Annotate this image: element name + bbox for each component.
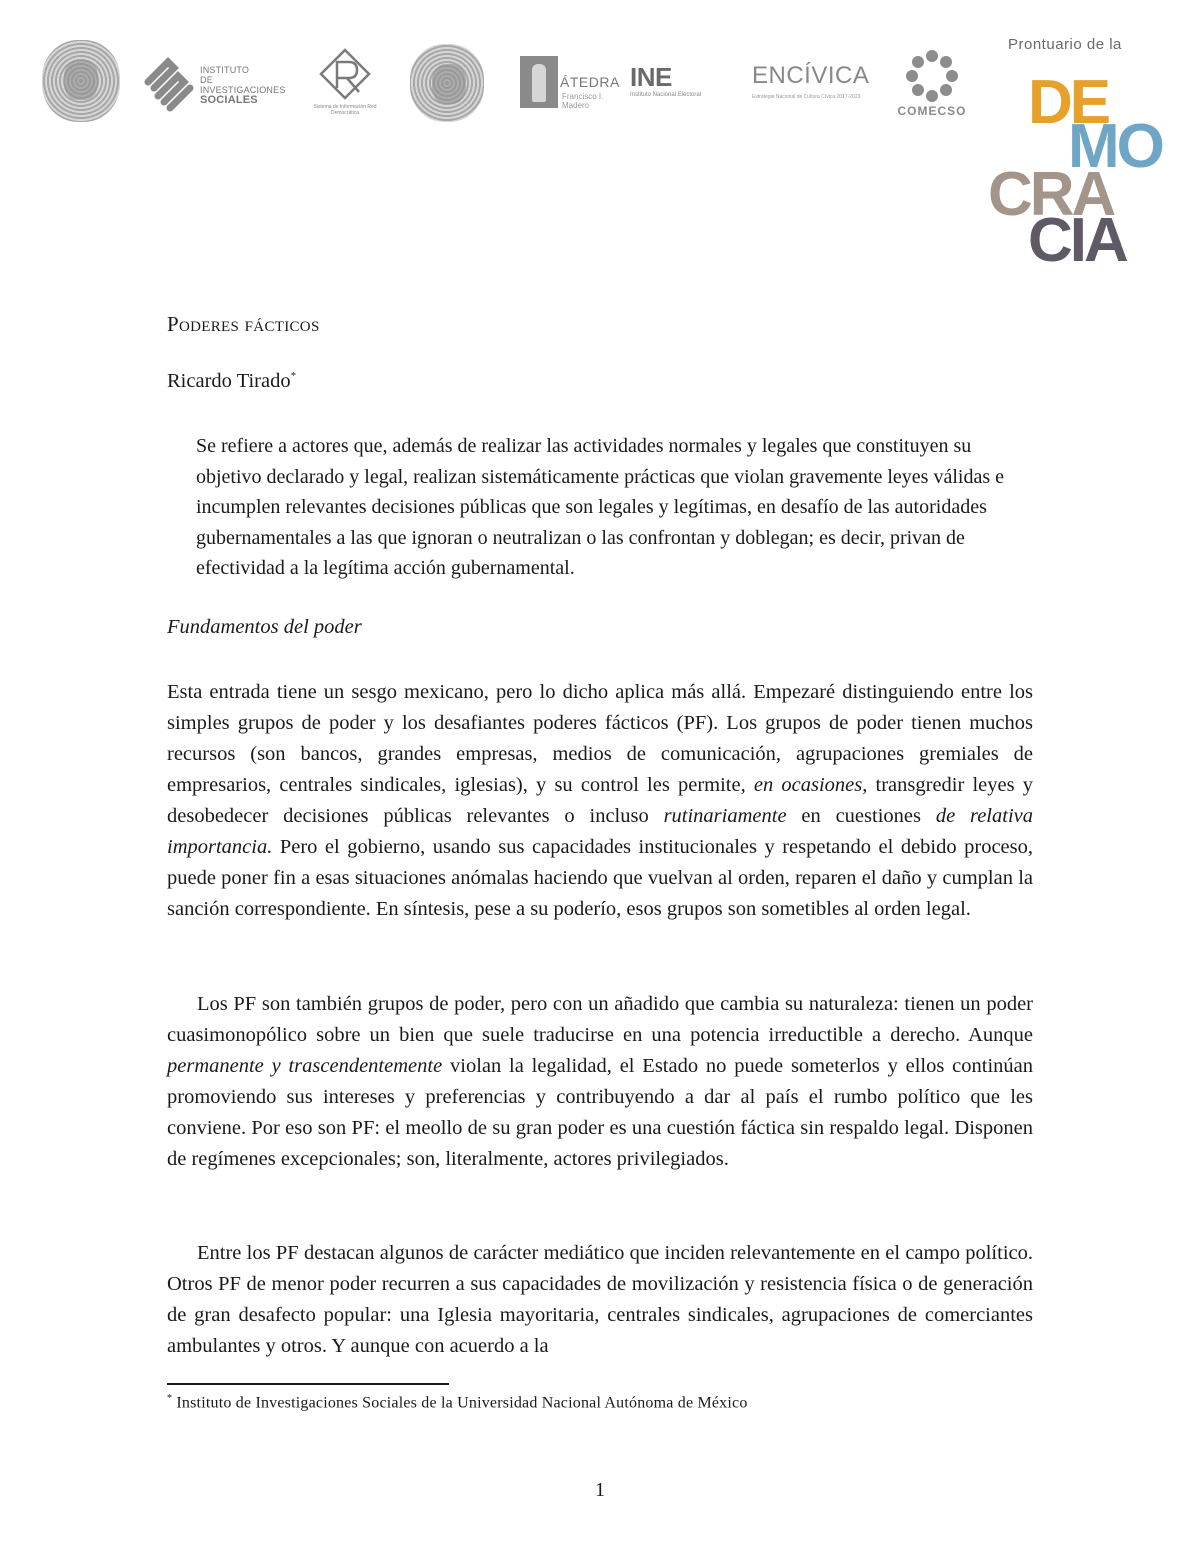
iis-mark-icon <box>140 52 198 112</box>
comecso-mark-icon <box>902 48 962 102</box>
encivica-logo <box>752 62 876 106</box>
para-2-italic-b: permanente y trascendentemente <box>167 1055 443 1077</box>
iis-logo-text <box>200 65 300 105</box>
encivica-name: ENCÍVICA <box>752 62 870 89</box>
prontuario-prefix: Prontuario de la <box>1008 36 1122 53</box>
definition-block: Se refiere a actores que, además de realizar las actividades normales y legales que constituyen su objetivo declarado y legal, realizan sistemáticamente prácticas que violan gravemente leyes válidas e incumplen relevantes decisiones públicas que son legales y legítimas, en desafío de las autoridades gubernamentales a las que ignoran o neutralizan o las confrontan y doblegan; es decir, privan de efectividad a la legítima acción gubernamental. <box>196 435 1004 579</box>
para-1-text-a: Esta entrada tiene un sesgo mexicano, pero lo dicho aplica más allá. Empezaré distinguiendo entre los simples grupos de poder y los desafiantes poderes fácticos (PF). Los grupos de poder tienen muchos recursos (son bancos, grandes empresas, medios de comunicación, agrupaciones gremiales de empresarios, centrales sindicales, iglesias), y su control les permite, <box>167 681 1033 796</box>
para-1-italic-d: rutinariamente <box>663 805 787 827</box>
unam-seal-logo <box>42 40 120 122</box>
ine-subtitle: Instituto Nacional Electoral <box>630 92 702 98</box>
footnote <box>167 1393 748 1412</box>
para-1-text-e: en cuestiones <box>786 805 936 827</box>
ine-logo <box>630 62 730 106</box>
iis-line-3: SOCIALES <box>200 94 258 106</box>
ine-name: INE <box>630 62 672 92</box>
author-line <box>167 370 1033 393</box>
ffyl-seal-logo <box>410 44 484 122</box>
paragraph <box>167 989 1033 1175</box>
para-1-text-c: , transgredir leyes y desobedecer decisiones públicas relevantes o incluso <box>167 774 1033 827</box>
paragraph <box>167 677 1033 925</box>
page-number: 1 <box>595 1479 605 1501</box>
page-title: Poderes fácticos <box>167 312 320 336</box>
democracia-line-4: CIA <box>1028 206 1126 275</box>
catedra-portrait-icon <box>520 56 558 108</box>
democracia-line-2: MO <box>1068 112 1162 181</box>
author-footnote-mark[interactable]: * <box>290 370 297 383</box>
para-2-text-c: violan la legalidad, el Estado no puede someterlos y ellos continúan promoviendo sus intereses y preferencias y contribuyendo a dar al país el rumbo político que les conviene. Por eso son PF: el meollo de su gran poder es una cuestión fáctica sin respaldo legal. Disponen de regímenes excepcionales; son, literalmente, actores privilegiados. <box>167 1055 1033 1170</box>
section-heading: Fundamentos del poder <box>167 616 362 638</box>
democracia-line-1: DE <box>1028 68 1109 137</box>
comecso-name: COMECSO <box>897 104 967 118</box>
paragraph: Entre los PF destacan algunos de carácter mediático que inciden relevantemente en el campo político. Otros PF de menor poder recurren a sus capacidades de movilización y resistencia física o de generación de gran desafecto popular: una Iglesia mayoritaria, centrales sindicales, agrupaciones de comerciantes ambulantes y otros. Y aunque con acuerdo a la <box>167 1242 1033 1357</box>
red-mark-icon <box>319 48 371 100</box>
para-1-text-g: Pero el gobierno, usando sus capacidades institucionales y respetando el debido proceso, puede poner fin a esas situaciones anómalas haciendo que vuelvan al orden, reparen el daño y cumplan la sanción correspondiente. En síntesis, pese a su poderío, esos grupos son sometibles al orden legal. <box>167 836 1033 920</box>
red-caption: Sistema de Información Red Democrática <box>313 104 377 116</box>
para-1-italic-b: en ocasiones <box>753 774 863 796</box>
catedra-logo <box>520 56 620 110</box>
encivica-subtitle: Estrategia Nacional de Cultura Cívica 2017-2023 <box>752 94 861 100</box>
democracia-line-3: CRA <box>988 160 1114 229</box>
catedra-line-1: ÁTEDRA <box>560 74 620 90</box>
iis-line-1: INSTITUTO <box>200 65 250 75</box>
catedra-line-2: Francisco I. Madero <box>562 92 604 110</box>
para-1-italic-f: de relativa importancia. <box>167 805 1033 858</box>
iis-line-2: DE INVESTIGACIONES <box>200 75 286 95</box>
red-democratica-logo <box>305 48 385 120</box>
footnote-text: Instituto de Investigaciones Sociales de la Universidad Nacional Autónoma de México <box>176 1394 748 1412</box>
comecso-logo <box>892 48 972 120</box>
para-2-text-a: Los PF son también grupos de poder, pero con un añadido que cambia su naturaleza: tienen un poder cuasimonopólico sobre un bien que suele traducirse en una potencia irreductible a derecho. Aunque <box>167 993 1033 1046</box>
footnote-mark: * <box>167 1393 173 1404</box>
footnote-divider <box>167 1383 449 1385</box>
prontuario-democracia-logo <box>988 36 1168 276</box>
author-name: Ricardo Tirado <box>167 370 291 392</box>
iis-logo <box>140 52 300 112</box>
